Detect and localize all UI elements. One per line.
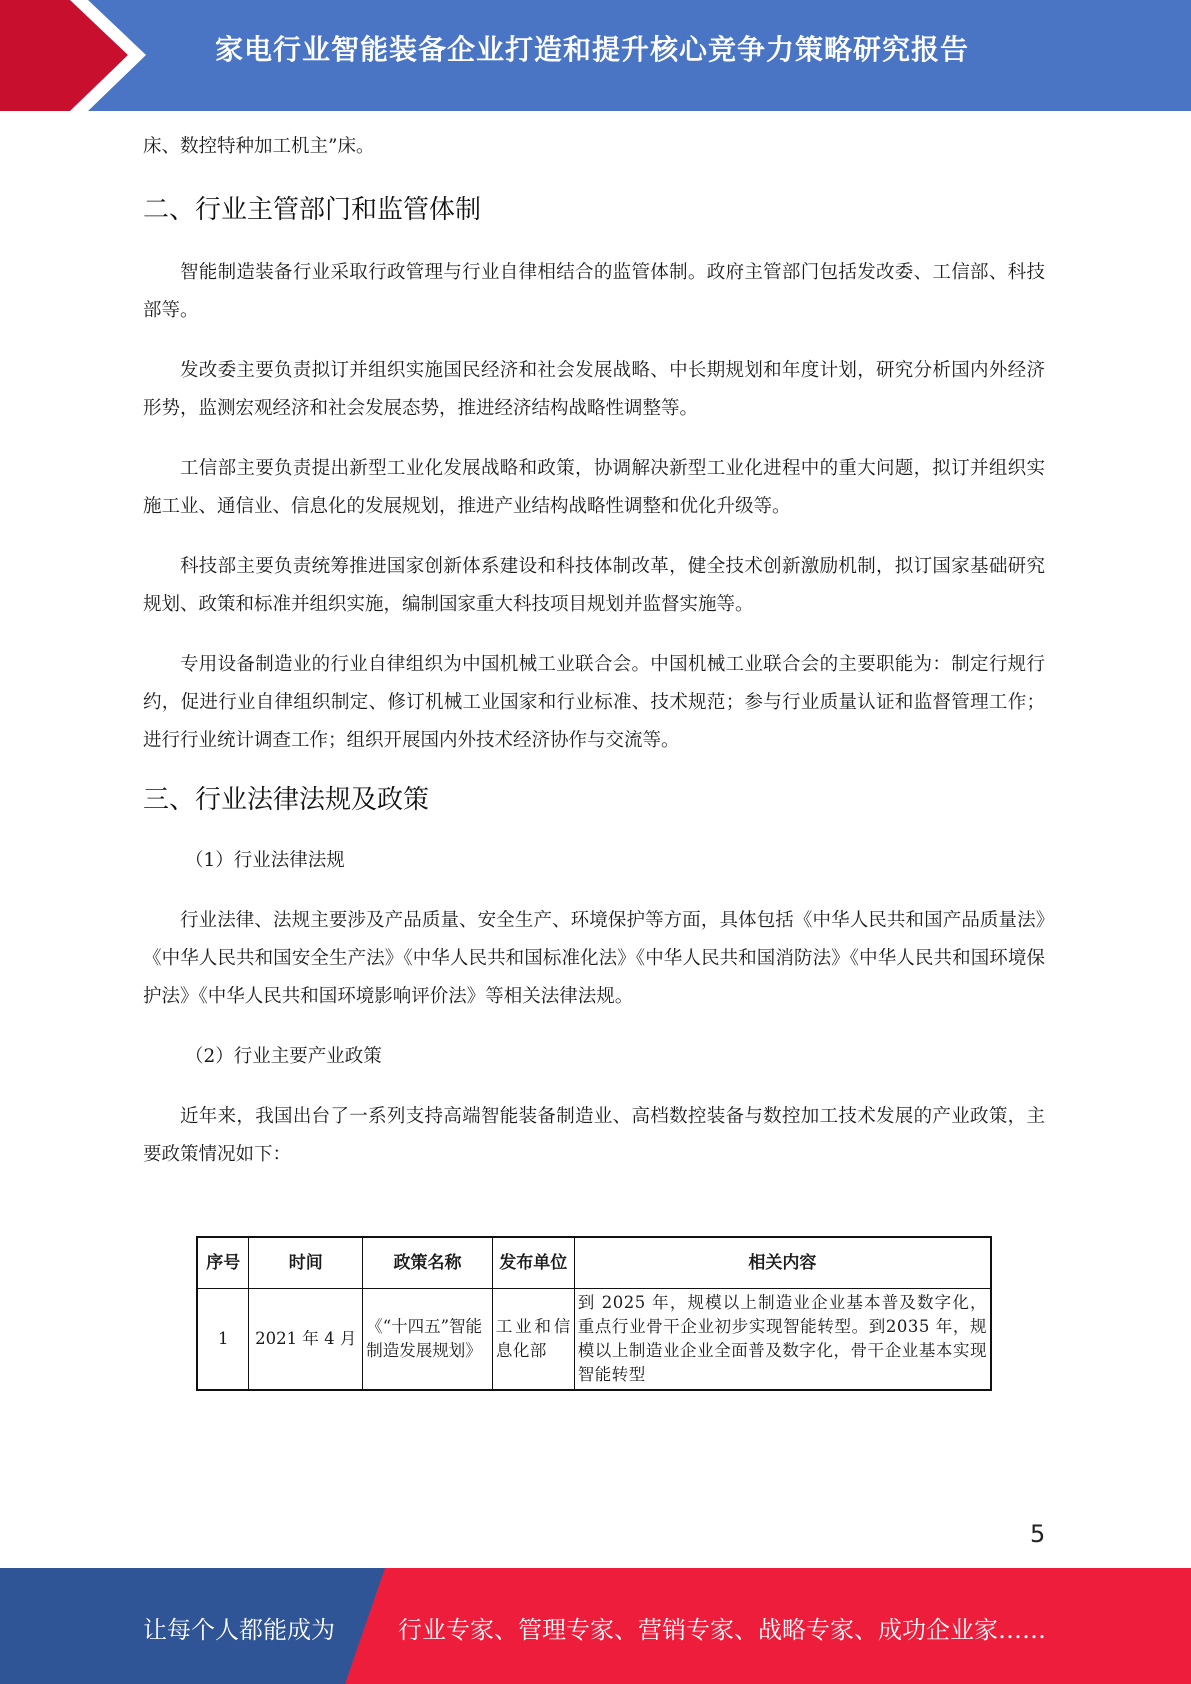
column-header: 时间 <box>249 1237 363 1289</box>
paragraph: 工信部主要负责提出新型工业化发展战略和政策，协调解决新型工业化进程中的重大问题，拟订并组织实施工业、通信业、信息化的发展规划，推进产业结构战略性调整和优化升级等。 <box>143 458 1045 517</box>
column-header: 政策名称 <box>363 1237 493 1289</box>
policy-table <box>196 1236 992 1391</box>
cell-no: 1 <box>197 1289 249 1391</box>
page-number: 5 <box>1030 1520 1046 1548</box>
subheading-policies: （2）行业主要产业政策 <box>185 1046 382 1067</box>
document-body <box>143 128 1045 1174</box>
cell-date: 2021 年 4 月 <box>249 1289 363 1391</box>
cell-issuer: 工业和信息化部 <box>492 1289 574 1391</box>
cell-content: 到 2025 年，规模以上制造业企业基本普及数字化，重点行业骨干企业初步实现智能转型。到2035 年，规模以上制造业企业全面普及数字化，骨干企业基本实现智能转型 <box>574 1289 991 1391</box>
paragraph: 行业法律、法规主要涉及产品质量、安全生产、环境保护等方面，具体包括《中华人民共和国产品质量法》《中华人民共和国安全生产法》《中华人民共和国标准化法》《中华人民共和国消防法》《中华人民共和国环境保护法》《中华人民共和国环境影响评价法》等相关法律法规。 <box>143 910 1045 1007</box>
continuation-text: 床、数控特种加工机主”床。 <box>143 136 375 157</box>
table-header-row <box>197 1237 991 1289</box>
column-header: 发布单位 <box>492 1237 574 1289</box>
paragraph: 专用设备制造业的行业自律组织为中国机械工业联合会。中国机械工业联合会的主要职能为：制定行规行约，促进行业自律组织制定、修订机械工业国家和行业标准、技术规范；参与行业质量认证和监督管理工作；进行行业统计调查工作；组织开展国内外技术经济协作与交流等。 <box>143 654 1045 751</box>
column-header: 序号 <box>197 1237 249 1289</box>
paragraph: 科技部主要负责统筹推进国家创新体系建设和科技体制改革，健全技术创新激励机制，拟订国家基础研究规划、政策和标准并组织实施，编制国家重大科技项目规划并监督实施等。 <box>143 556 1045 615</box>
table-row <box>197 1289 991 1391</box>
cell-policy-name: 《“十四五”智能制造发展规划》 <box>363 1289 493 1391</box>
paragraph: 发改委主要负责拟订并组织实施国民经济和社会发展战略、中长期规划和年度计划，研究分析国内外经济形势，监测宏观经济和社会发展态势，推进经济结构战略性调整等。 <box>143 360 1045 419</box>
header-arrow-logo <box>0 0 160 111</box>
header-title: 家电行业智能装备企业打造和提升核心竞争力策略研究报告 <box>215 33 970 66</box>
footer-slogan-left: 让每个人都能成为 <box>143 1616 335 1644</box>
paragraph: 近年来，我国出台了一系列支持高端智能装备制造业、高档数控装备与数控加工技术发展的产业政策，主要政策情况如下： <box>143 1106 1045 1165</box>
page-footer <box>0 1568 1191 1684</box>
section-heading-2: 二、行业主管部门和监管体制 <box>143 195 482 225</box>
footer-slogan-right: 行业专家、管理专家、营销专家、战略专家、成功企业家…… <box>398 1616 1046 1644</box>
page-header <box>0 0 1191 111</box>
column-header: 相关内容 <box>574 1237 991 1289</box>
subheading-laws: （1）行业法律法规 <box>185 850 345 871</box>
section-2-paragraphs <box>143 254 1045 760</box>
section-heading-3: 三、行业法律法规及政策 <box>143 785 430 815</box>
paragraph: 智能制造装备行业采取行政管理与行业自律相结合的监管体制。政府主管部门包括发改委、工信部、科技部等。 <box>143 262 1045 321</box>
